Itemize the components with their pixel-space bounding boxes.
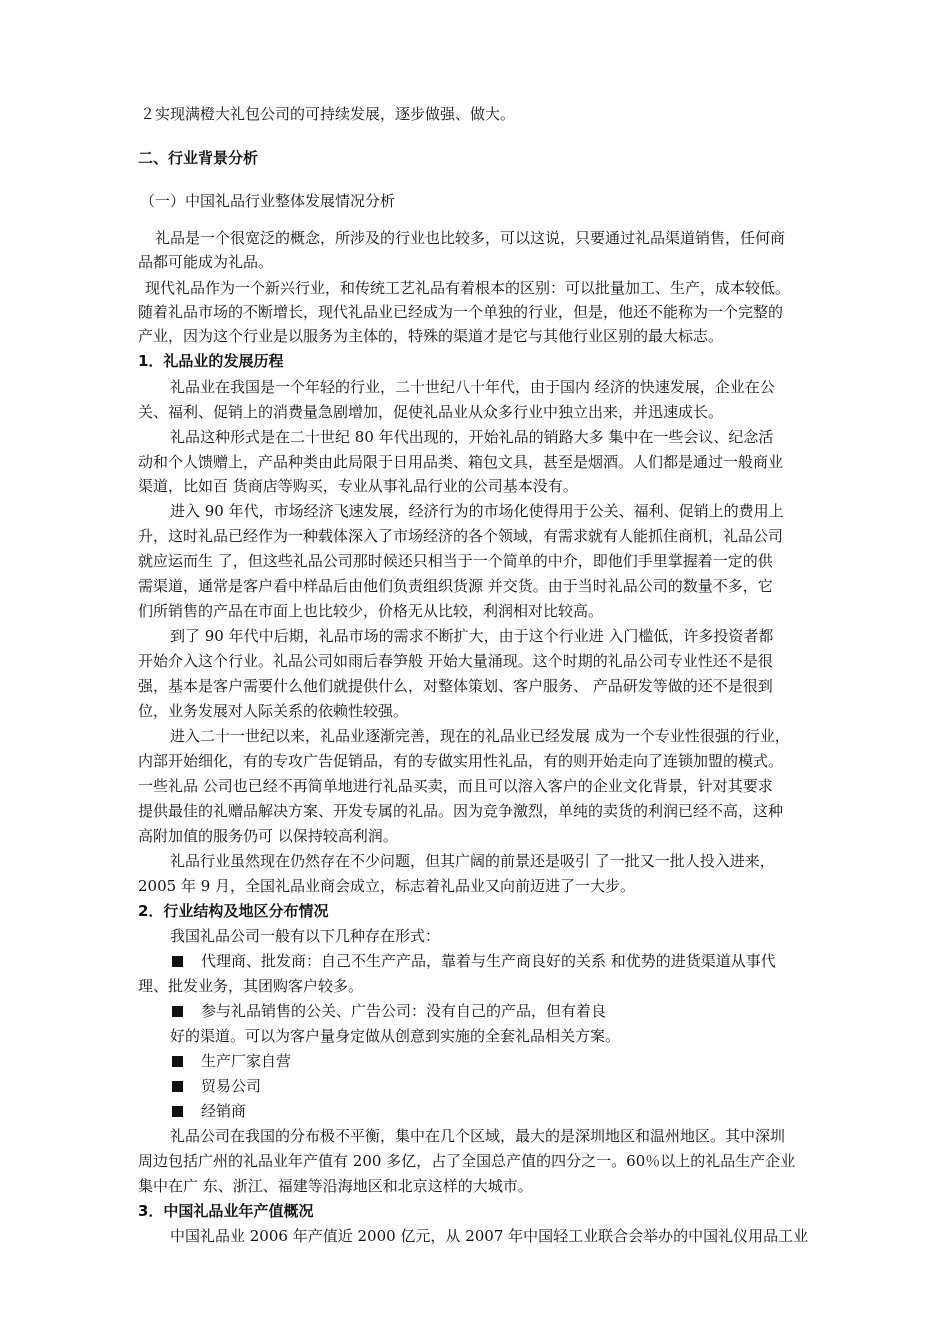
text-line: 一些礼品 公司也已经不再简单地进行礼品买卖，而且可以溶入客户的企业文化背景，针对其要求 xyxy=(138,777,773,795)
text-line: 好的渠道。可以为客户量身定做从创意到实施的全套礼品相关方案。 xyxy=(170,1027,621,1045)
list-item xyxy=(172,951,776,971)
text-line: 位，业务发展对人际关系的依赖性较强。 xyxy=(138,702,409,720)
paragraph-9: 我国礼品公司一般有以下几种存在形式： xyxy=(170,927,441,945)
text-line: 内部开始细化，有的专攻广告促销品，有的专做实用性礼品，有的则开始走向了连锁加盟的模式。 xyxy=(138,752,784,770)
square-bullet-icon xyxy=(172,1056,183,1067)
text-line: 强，基本是客户需要什么他们就提供什么，对整体策划、客户服务、 产品研发等做的还不是很到 xyxy=(138,677,773,695)
text-line: 礼品是一个很宽泛的概念，所涉及的行业也比较多，可以这说，只要通过礼品渠道销售，任何商 xyxy=(155,229,786,247)
text-line: 礼品业在我国是一个年轻的行业，二十世纪八十年代，由于国内 经济的快速发展，企业在公 xyxy=(170,378,775,396)
text-line: 随着礼品市场的不断增长，现代礼品业已经成为一个单独的行业，但是，他还不能称为一个完整的 xyxy=(138,303,784,321)
text-line: 礼品行业虽然现在仍然存在不少问题，但其广阔的前景还是吸引 了一批又一批人投入进来， xyxy=(170,852,775,870)
square-bullet-icon xyxy=(172,1106,183,1117)
text-line: 提供最佳的礼赠品解决方案、开发专属的礼品。因为竞争激烈，单纯的卖货的利润已经不高，这种 xyxy=(138,802,784,820)
text-line: 渠道，比如百 货商店等购买，专业从事礼品行业的公司基本没有。 xyxy=(138,477,578,495)
text-line: 经销商 xyxy=(201,1102,247,1120)
text-line: 关、福利、促销上的消费量急剧增加，促使礼品业从众多行业中独立出来，并迅速成长。 xyxy=(138,403,724,421)
text-line: 进入 90 年代，市场经济飞速发展，经济行为的市场化使得用于公关、福利、促销上的费用上 xyxy=(170,502,784,520)
text-line: 进入二十一世纪以来，礼品业逐渐完善，现在的礼品业已经发展 成为一个专业性很强的行业， xyxy=(170,727,790,745)
text-line: 现代礼品作为一个新兴行业，和传统工艺礼品有着根本的区别：可以批量加工、生产，成本较低。 xyxy=(145,279,791,297)
text-line: 开始介入这个行业。礼品公司如雨后春笋般 开始大量涌现。这个时期的礼品公司专业性还不是很 xyxy=(138,652,773,670)
text-line: 代理商、批发商：自己不生产产品，靠着与生产商良好的关系 和优势的进货渠道从事代 xyxy=(201,952,776,970)
text-line: 们所销售的产品在市面上也比较少，价格无从比较，利润相对比较高。 xyxy=(138,602,604,620)
square-bullet-icon xyxy=(172,956,183,967)
text-line: 礼品这种形式是在二十世纪 80 年代出现的，开始礼品的销路大多 集中在一些会议、纪念活 xyxy=(170,428,774,446)
text-line: 周边包括广州的礼品业年产值有 200 多亿，占了全国总产值的四分之一。60％以上的礼品生产企业 xyxy=(138,1152,796,1170)
text-line: 高附加值的服务仍可 以保持较高利润。 xyxy=(138,827,398,845)
square-bullet-icon xyxy=(172,1081,183,1092)
text-line: 贸易公司 xyxy=(201,1077,262,1095)
text-line: 理、批发业务，其团购客户较多。 xyxy=(138,977,364,995)
square-bullet-icon xyxy=(172,1006,183,1017)
section-heading: 二、行业背景分析 xyxy=(138,149,259,167)
text-line: 升，这时礼品已经作为一种载体深入了市场经济的各个领域，有需求就有人能抓住商机，礼品公司 xyxy=(138,527,784,545)
text-line: 到了 90 年代中后期，礼品市场的需求不断扩大，由于这个行业进 入门槛低，许多投资者都 xyxy=(170,627,774,645)
text-line: 动和个人馈赠上，产品种类由此局限于日用品类、箱包文具，甚至是烟酒。人们都是通过一般商业 xyxy=(138,453,784,471)
list-item xyxy=(172,1001,606,1021)
heading-1: 1．礼品业的发展历程 xyxy=(138,352,284,370)
heading-3: 3．中国礼品业年产值概况 xyxy=(138,1202,314,1220)
text-line: 集中在广 东、浙江、福建等沿海地区和北京这样的大城市。 xyxy=(138,1177,533,1195)
list-item xyxy=(172,1076,261,1096)
list-item xyxy=(172,1051,291,1071)
text-line: 产业，因为这个行业是以服务为主体的，特殊的渠道才是它与其他行业区别的最大标志。 xyxy=(138,327,724,345)
text-line: 品都可能成为礼品。 xyxy=(138,253,274,271)
text-line: 需渠道，通常是客户看中样品后由他们负责组织货源 并交货。由于当时礼品公司的数量不多，它 xyxy=(138,577,773,595)
text-line: 2005 年 9 月，全国礼品业商会成立，标志着礼品业又向前迈进了一大步。 xyxy=(138,877,636,895)
intro-paragraph: ２实现满橙大礼包公司的可持续发展，逐步做强、做大。 xyxy=(140,105,516,123)
list-item xyxy=(172,1101,246,1121)
text-line: 生产厂家自营 xyxy=(201,1052,292,1070)
text-line: 就应运而生 了，但这些礼品公司那时候还只相当于一个简单的中介，即他们手里掌握着一定的供 xyxy=(138,552,773,570)
subsection-heading: （一）中国礼品行业整体发展情况分析 xyxy=(140,192,396,210)
text-line: 参与礼品销售的公关、广告公司：没有自己的产品，但有着良 xyxy=(201,1002,607,1020)
heading-2: 2．行业结构及地区分布情况 xyxy=(138,902,329,920)
paragraph-11: 中国礼品业 2006 年产值近 2000 亿元，从 2007 年中国轻工业联合会举办的中国礼仪用品工业 xyxy=(170,1227,809,1245)
text-line: 礼品公司在我国的分布极不平衡，集中在几个区域，最大的是深圳地区和温州地区。其中深圳 xyxy=(170,1127,786,1145)
